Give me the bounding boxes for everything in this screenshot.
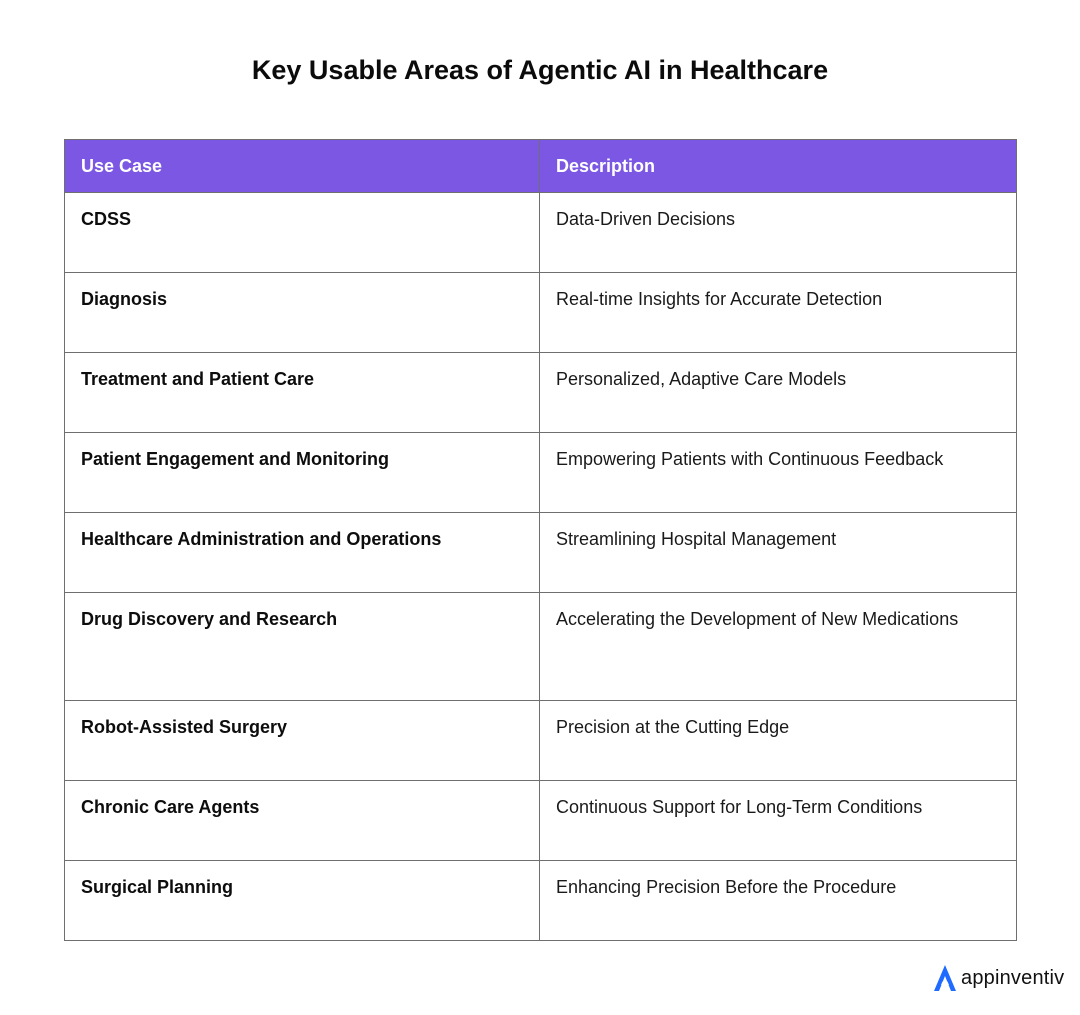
table-row <box>65 353 1017 433</box>
use-case-cell: Chronic Care Agents <box>65 781 540 861</box>
table-row <box>65 433 1017 513</box>
table-row <box>65 781 1017 861</box>
brand-logo <box>932 962 1064 994</box>
use-case-cell: CDSS <box>65 193 540 273</box>
page-title: Key Usable Areas of Agentic AI in Healthcare <box>251 55 829 85</box>
table-header-row <box>65 140 1017 193</box>
use-case-cell: Patient Engagement and Monitoring <box>65 433 540 513</box>
description-cell: Streamlining Hospital Management <box>540 513 1017 593</box>
header-use-case: Use Case <box>65 140 540 193</box>
table-row <box>65 593 1017 701</box>
description-cell: Enhancing Precision Before the Procedure <box>540 861 1017 941</box>
appinventiv-logo-icon <box>932 963 958 993</box>
description-cell: Accelerating the Development of New Medications <box>540 593 1017 701</box>
use-case-cell: Drug Discovery and Research <box>65 593 540 701</box>
description-cell: Precision at the Cutting Edge <box>540 701 1017 781</box>
use-case-cell: Robot-Assisted Surgery <box>65 701 540 781</box>
table-row <box>65 861 1017 941</box>
header-description: Description <box>540 140 1017 193</box>
description-cell: Data-Driven Decisions <box>540 193 1017 273</box>
table-row <box>65 273 1017 353</box>
use-case-table <box>64 139 1017 941</box>
description-cell: Real-time Insights for Accurate Detection <box>540 273 1017 353</box>
use-case-cell: Treatment and Patient Care <box>65 353 540 433</box>
table-row <box>65 513 1017 593</box>
table-row <box>65 701 1017 781</box>
use-case-cell: Diagnosis <box>65 273 540 353</box>
description-cell: Empowering Patients with Continuous Feedback <box>540 433 1017 513</box>
use-case-cell: Healthcare Administration and Operations <box>65 513 540 593</box>
use-case-cell: Surgical Planning <box>65 861 540 941</box>
brand-name: appinventiv <box>961 966 1065 989</box>
description-cell: Personalized, Adaptive Care Models <box>540 353 1017 433</box>
table-row <box>65 193 1017 273</box>
description-cell: Continuous Support for Long-Term Conditions <box>540 781 1017 861</box>
